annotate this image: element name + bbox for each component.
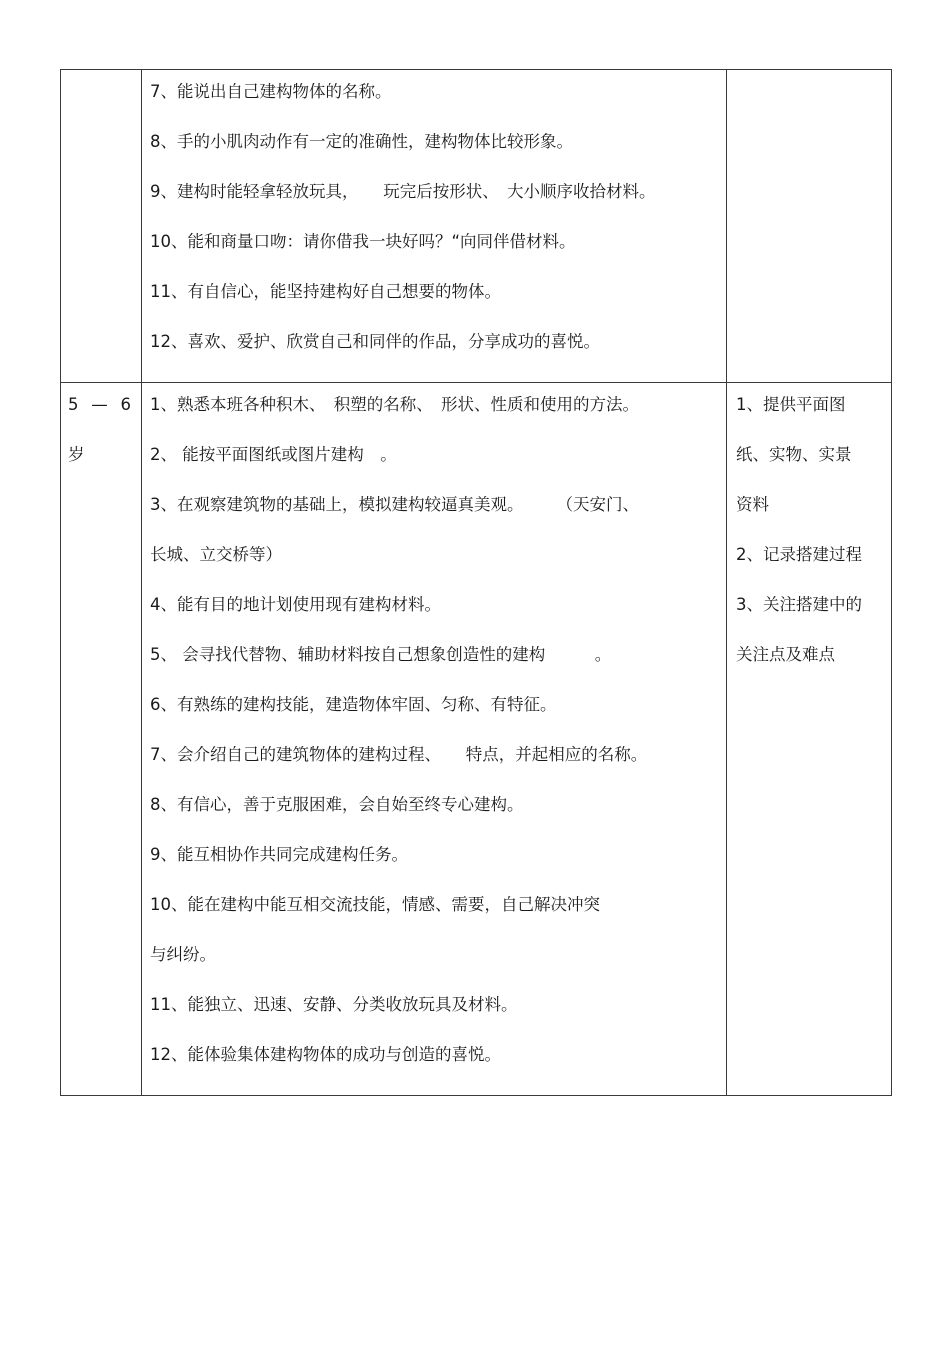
note-item: 2、记录搭建过程 (736, 545, 862, 564)
age-dash: — (91, 395, 108, 414)
goal-item: 6、有熟练的建构技能，建造物体牢固、匀称、有特征。 (150, 695, 557, 714)
goals-cell (142, 70, 727, 383)
goal-item: 7、会介绍自己的建筑物体的建构过程、 特点，并起相应的名称。 (150, 745, 648, 764)
goal-item: 10、能在建构中能互相交流技能，情感、需要，自己解决冲突 (150, 895, 600, 914)
table-row (61, 70, 892, 383)
table-row (61, 383, 892, 1096)
goals-table (60, 69, 892, 1096)
goal-item: 12、喜欢、爱护、欣赏自己和同伴的作品，分享成功的喜悦。 (150, 332, 600, 351)
goal-item: 8、有信心，善于克服困难，会自始至终专心建构。 (150, 795, 524, 814)
note-item: 1、提供平面图 (736, 395, 846, 414)
goals-cell (142, 383, 727, 1096)
goal-item: 8、手的小肌肉动作有一定的准确性，建构物体比较形象。 (150, 132, 573, 151)
goal-item: 9、能互相协作共同完成建构任务。 (150, 845, 408, 864)
goal-item: 7、能说出自己建构物体的名称。 (150, 82, 392, 101)
note-item: 3、关注搭建中的 (736, 595, 862, 614)
note-item: 资料 (736, 495, 769, 514)
goal-item: 9、建构时能轻拿轻放玩具， 玩完后按形状、 大小顺序收拾材料。 (150, 182, 656, 201)
goal-item: 12、能体验集体建构物体的成功与创造的喜悦。 (150, 1045, 501, 1064)
goal-item: 与纠纷。 (150, 945, 216, 964)
age-to: 6 (120, 395, 131, 414)
goal-item: 4、能有目的地计划使用现有建构材料。 (150, 595, 441, 614)
notes-cell (727, 383, 892, 1096)
goal-item: 3、在观察建筑物的基础上，模拟建构较逼真美观。 （天安门、 (150, 495, 639, 514)
goal-item: 1、熟悉本班各种积木、 积塑的名称、 形状、性质和使用的方法。 (150, 395, 639, 414)
goal-item: 长城、立交桥等） (150, 545, 282, 564)
age-unit: 岁 (68, 445, 85, 464)
goal-item: 5、 会寻找代替物、辅助材料按自己想象创造性的建构 。 (150, 645, 612, 664)
age-from: 5 (68, 395, 79, 414)
note-item: 纸、实物、实景 (736, 445, 852, 464)
age-cell (61, 70, 142, 383)
goal-item: 11、能独立、迅速、安静、分类收放玩具及材料。 (150, 995, 518, 1014)
goal-item: 2、 能按平面图纸或图片建构 。 (150, 445, 397, 464)
age-cell (61, 383, 142, 1096)
note-item: 关注点及难点 (736, 645, 835, 664)
age-range (61, 389, 141, 439)
goal-item: 11、有自信心，能坚持建构好自己想要的物体。 (150, 282, 501, 301)
notes-cell (727, 70, 892, 383)
goal-item: 10、能和商量口吻：请你借我一块好吗？“向同伴借材料。 (150, 232, 576, 251)
